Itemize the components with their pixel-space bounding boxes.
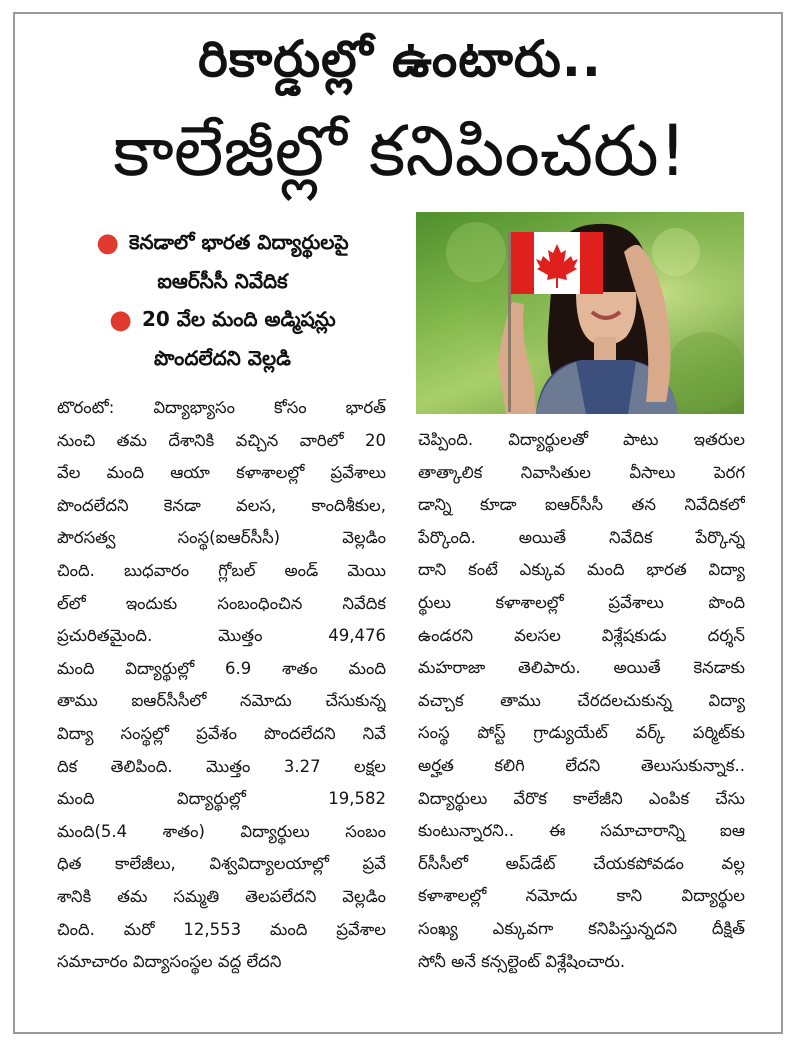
article-line: మంది(5.4 శాతం) విద్యార్థులు సంబం [57,821,386,841]
highlights [50,223,395,377]
headline-line-2: కాలేజీల్లో కనిపించరు! [113,110,687,192]
article-line: దిక తెలిపింది. మొత్తం 3.27 లక్షల [57,756,386,776]
article-line: చెప్పింది. విద్యార్థులతో పాటు ఇతరుల [418,430,745,449]
article-line: సమాచారం విద్యాసంస్థల వద్ద లేదని [57,952,282,972]
highlight-text: 20 వేల మంది అడ్మిషన్లు [141,307,336,331]
article-line: విద్యార్థులు వేరొక కాలేజీని ఎంపిక చేసు [418,788,745,808]
article-line: మంది విద్యార్థుల్లో 19,582 [57,789,386,809]
article-line: పొందలేదని కెనడా వలస, కాందిశీకుల, [57,495,386,515]
article-line: ర్థులు కళాశాలల్లో ప్రవేశాలు పొంది [418,592,745,612]
article-line: దాని కంటే ఎక్కువ మంది భారత విద్యా [418,560,745,580]
article-line: సంస్థ పోస్ట్ గ్రాడ్యుయేట్ వర్క్ పర్మిట్‌కు [418,723,745,743]
article-line: చింది. బుధవారం గ్లోబల్ అండ్ మెయి [57,560,386,580]
article-line: ధిత కాలేజీలు, విశ్వవిద్యాలయాల్లో ప్రవే [57,854,386,874]
article-line: పౌరసత్వ సంస్థ(ఐఆర్‌సీసీ) వెల్లడిం [57,528,386,548]
article-line: అర్హత కలిగి లేదని తెలుసుకున్నాక.. [418,755,745,775]
article-line: టొరంటో: విద్యాభ్యాసం కోసం భారత్ [57,398,386,417]
article-line: చింది. మరో 12,553 మంది ప్రవేశాల [57,919,386,939]
article-line: కళాశాలల్లో నమోదు కాని విద్యార్థుల [418,886,745,906]
article-line: నుంచి తమ దేశానికి వచ్చిన వారిలో 20 [57,430,386,450]
highlight-1-line-2: ఐఆర్‌సీసీ నివేదిక [157,269,288,293]
highlight-2-line-2: పొందలేదని వెల్లడి [154,346,291,370]
article-right-column [418,424,745,978]
article-line: సోనీ అనే కన్సల్టెంట్ విశ్లేషించారు. [418,951,626,971]
article-line: కుంటున్నారని.. ఈ సమాచారాన్ని ఐఆ [418,821,745,841]
article-line: విద్యా సంస్థల్లో ప్రవేశం పొందలేదని నివే [57,723,386,743]
article-line: మహరాజా తెలిపారు. అయితే కెనడాకు [418,658,745,678]
bullet-icon: ● [109,305,132,335]
article-line: ర్‌సీసీలో అప్‌డేట్ చేయకపోవడం వల్ల [418,853,745,873]
highlight-text: కెనడాలో భారత విద్యార్థులపై [129,230,349,254]
headline-line-1: రికార్డుల్లో ఉంటారు.. [198,30,602,88]
article-left-column [57,392,386,979]
highlight-1-line-1 [50,223,395,262]
article-line: తాము ఐఆర్‌సీసీలో నమోదు చేసుకున్న [57,691,386,711]
article-line: వచ్చాక తాము చేరదలచుకున్న విద్యా [418,690,745,710]
article-line: సంఖ్య ఎక్కువగా కనిపిస్తున్నదని దీక్షిత్ [418,918,745,938]
article-line: శానికి తమ సమ్మతి తెలపలేదని వెల్లడిం [57,886,386,906]
article-line: డాన్ని కూడా ఐఆర్‌సీసీ తన నివేదికలో [418,495,745,515]
canada-flag-photo [416,212,744,414]
article-line: ల్‌లో ఇందుకు సంబంధించిన నివేదిక [57,593,386,613]
article-line: ప్రచురితమైంది. మొత్తం 49,476 [57,626,386,646]
article-line: పేర్కొంది. అయితే నివేదిక పేర్కొన్న [418,527,745,547]
canada-flag-photo-icon [416,212,744,414]
bullet-icon: ● [96,228,120,258]
highlight-2-line-1 [50,300,395,339]
article-line: మంది విద్యార్థుల్లో 6.9 శాతం మంది [57,658,386,678]
article-line: తాత్కాలిక నివాసితుల వీసాలు పెరగ [418,462,745,482]
article-line: ఉండరని వలసల విశ్లేషకుడు దర్శన్ [418,625,745,645]
article-line: వేల మంది ఆయా కళాశాలల్లో ప్రవేశాలు [57,463,386,483]
